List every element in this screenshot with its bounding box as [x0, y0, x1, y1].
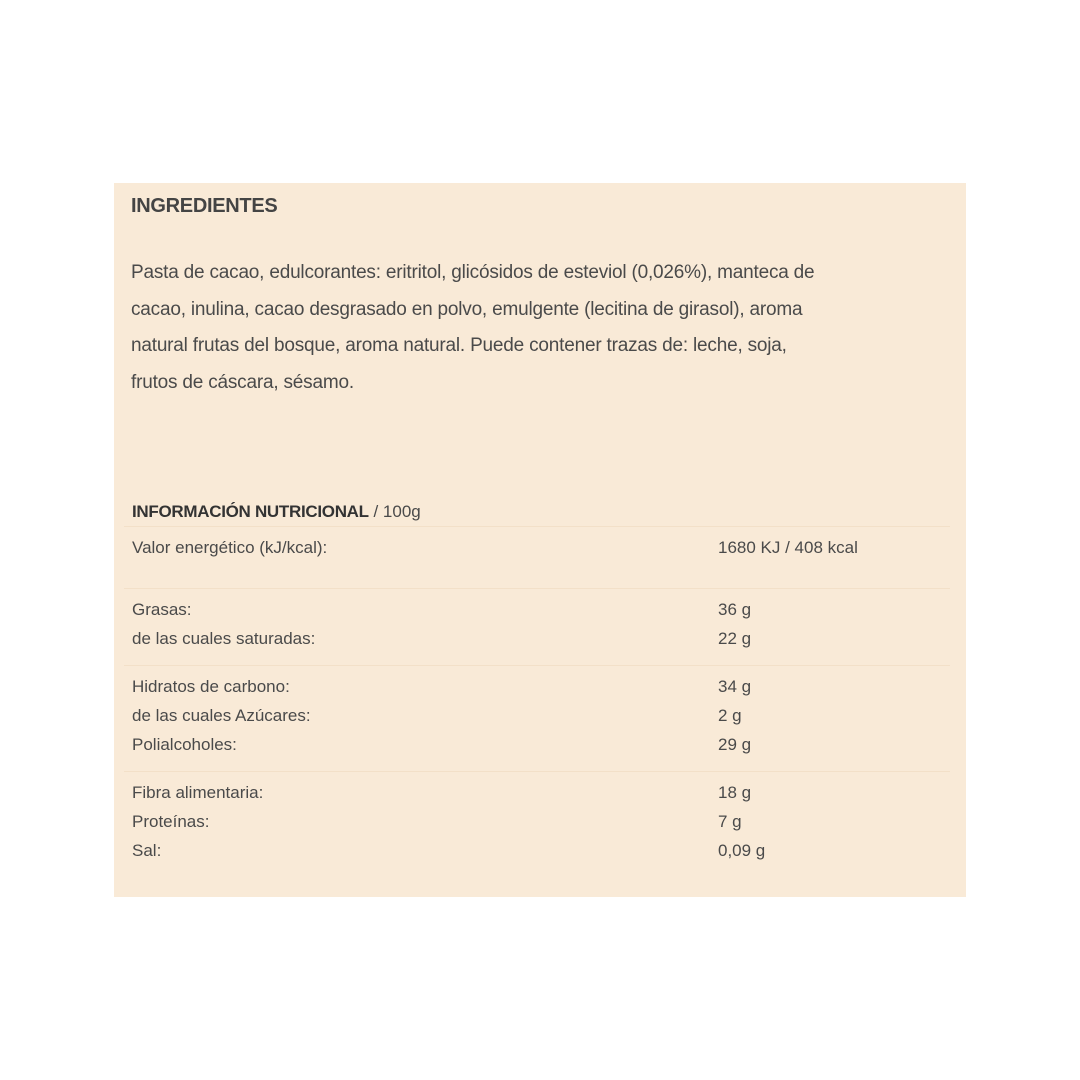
nutrition-header	[132, 502, 421, 522]
nutrition-row	[124, 533, 950, 562]
nutrition-group	[124, 665, 950, 771]
nutrition-row	[124, 701, 950, 730]
nutrition-row	[124, 730, 950, 759]
nutrient-value: 0,09 g	[718, 841, 766, 860]
nutrition-group	[124, 526, 950, 588]
ingredients-line: Pasta de cacao, edulcorantes: eritritol, glicósidos de esteviol (0,026%), manteca de	[131, 262, 815, 283]
nutrient-value: 7 g	[718, 812, 742, 831]
ingredients-line: natural frutas del bosque, aroma natural. Puede contener trazas de: leche, soja,	[131, 335, 787, 356]
nutrient-label: de las cuales saturadas:	[132, 629, 316, 648]
nutrient-label: Valor energético (kJ/kcal):	[132, 538, 328, 557]
nutrition-row	[124, 836, 950, 865]
nutrition-row	[124, 595, 950, 624]
nutrition-group	[124, 588, 950, 665]
nutrient-value: 1680 KJ / 408 kcal	[718, 538, 858, 557]
ingredients-text	[131, 255, 814, 401]
nutrient-label: Polialcoholes:	[132, 735, 237, 754]
nutrition-table	[124, 526, 950, 877]
ingredients-title: INGREDIENTES	[131, 195, 278, 217]
nutrient-label: Sal:	[132, 841, 162, 860]
nutrient-label: Hidratos de carbono:	[132, 677, 290, 696]
nutrient-label: Grasas:	[132, 600, 192, 619]
nutrient-value: 29 g	[718, 735, 752, 754]
nutrient-value: 2 g	[718, 706, 742, 725]
nutrient-value: 34 g	[718, 677, 752, 696]
ingredients-line: cacao, inulina, cacao desgrasado en polvo, emulgente (lecitina de girasol), aroma	[131, 298, 803, 320]
nutrition-row	[124, 807, 950, 836]
nutrient-value: 22 g	[718, 629, 752, 648]
nutrient-label: de las cuales Azúcares:	[132, 706, 311, 725]
nutrition-group	[124, 771, 950, 877]
nutrition-unit: / 100g	[368, 502, 421, 521]
nutrition-row	[124, 624, 950, 653]
nutrient-label: Fibra alimentaria:	[132, 783, 264, 802]
nutrient-value: 36 g	[718, 600, 752, 619]
nutrient-label: Proteínas:	[132, 812, 210, 831]
product-info-card	[114, 183, 966, 897]
nutrient-value: 18 g	[718, 783, 752, 802]
nutrition-title: INFORMACIÓN NUTRICIONAL	[132, 502, 369, 521]
ingredients-line: frutos de cáscara, sésamo.	[131, 371, 354, 393]
nutrition-row	[124, 672, 950, 701]
nutrition-row	[124, 778, 950, 807]
